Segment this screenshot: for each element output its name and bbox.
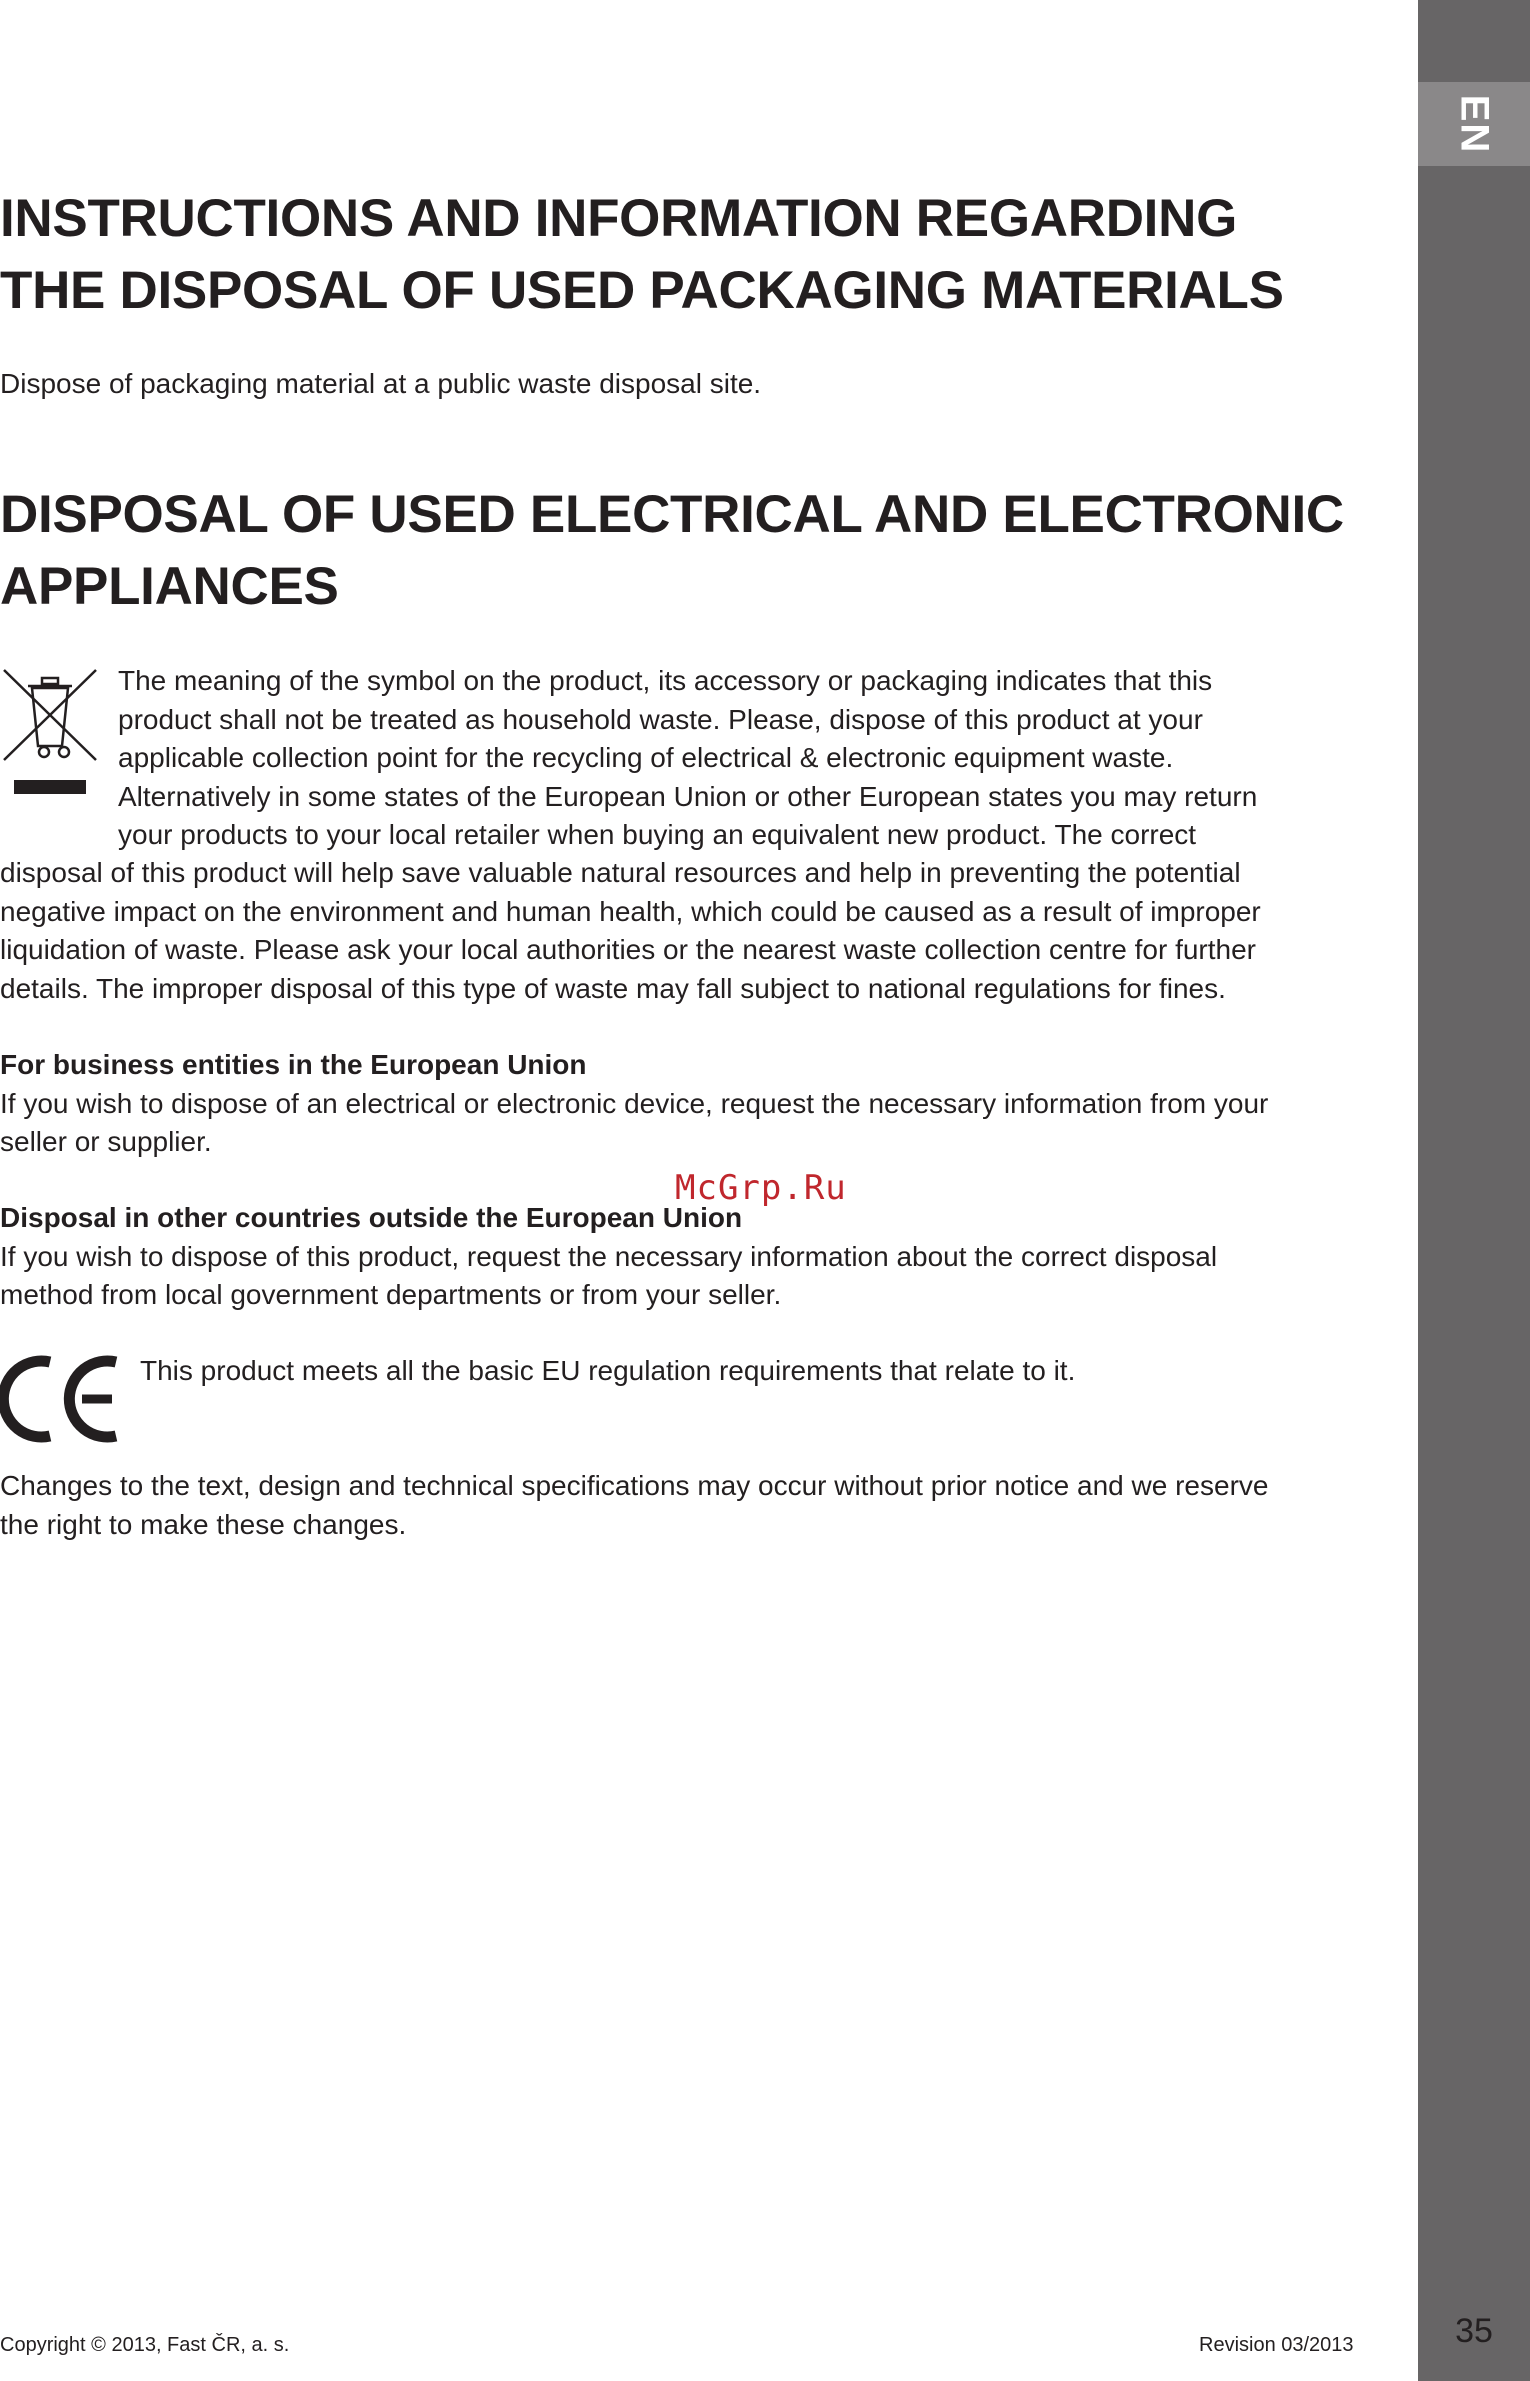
changes-notice (0, 1467, 1380, 1544)
section-title-weee-line2: APPLIANCES (0, 557, 339, 616)
weee-line: product shall not be treated as household waste. Please, dispose of this product at your (118, 703, 1203, 735)
weee-text-full (0, 854, 1380, 1008)
weee-line: negative impact on the environment and human health, which could be caused as a result of improper (0, 895, 1261, 927)
section-title-packaging-line2: THE DISPOSAL OF USED PACKAGING MATERIALS (0, 261, 1284, 320)
business-entities-block (0, 1046, 1380, 1162)
section-title-weee-line1: DISPOSAL OF USED ELECTRICAL AND ELECTRONIC (0, 485, 1344, 544)
watermark: McGrp.Ru (675, 1168, 847, 1208)
page-number: 35 (1455, 2312, 1493, 2350)
weee-line: Alternatively in some states of the European Union or other European states you may return (118, 780, 1258, 812)
weee-line: liquidation of waste. Please ask your local authorities or the nearest waste collection centre for further (0, 934, 1256, 965)
language-tab (1418, 82, 1530, 166)
language-label: EN (1452, 94, 1497, 154)
section-title-packaging-line1: INSTRUCTIONS AND INFORMATION REGARDING (0, 189, 1237, 248)
footer-copyright: Copyright © 2013, Fast ČR, a. s. (0, 2334, 290, 2356)
weee-line: your products to your local retailer when buying an equivalent new product. The correct (118, 819, 1197, 850)
changes-line: Changes to the text, design and technical specifications may occur without prior notice and we reserve (0, 1470, 1269, 1501)
footer-revision: Revision 03/2013 (1199, 2334, 1354, 2356)
business-line: If you wish to dispose of an electrical or electronic device, request the necessary information from your (0, 1087, 1269, 1119)
business-line: seller or supplier. (0, 1126, 212, 1157)
other-countries-heading: Disposal in other countries outside the European Union (0, 1202, 743, 1233)
weee-line: disposal of this product will help save valuable natural resources and help in preventing the potential (0, 857, 1241, 888)
weee-line: The meaning of the symbol on the product, its accessory or packaging indicates that this (118, 665, 1213, 696)
side-tab-bar (1418, 0, 1530, 2381)
business-heading: For business entities in the European Union (0, 1049, 587, 1080)
packaging-body: Dispose of packaging material at a public waste disposal site. (0, 368, 762, 399)
other-countries-block (0, 1199, 1380, 1315)
ce-statement: This product meets all the basic EU regulation requirements that relate to it. (140, 1355, 1076, 1386)
changes-line: the right to make these changes. (0, 1508, 407, 1540)
other-countries-line: method from local government departments or from your seller. (0, 1279, 782, 1310)
ce-mark-icon (0, 1352, 122, 1446)
weee-text-indented (118, 662, 1368, 855)
other-countries-line: If you wish to dispose of this product, request the necessary information about the correct disposal (0, 1240, 1218, 1272)
weee-line: applicable collection point for the recycling of electrical & electronic equipment waste. (118, 742, 1174, 773)
crossed-out-wheelie-bin-icon (0, 666, 100, 796)
weee-line: details. The improper disposal of this type of waste may fall subject to national regulations for fines. (0, 972, 1226, 1004)
